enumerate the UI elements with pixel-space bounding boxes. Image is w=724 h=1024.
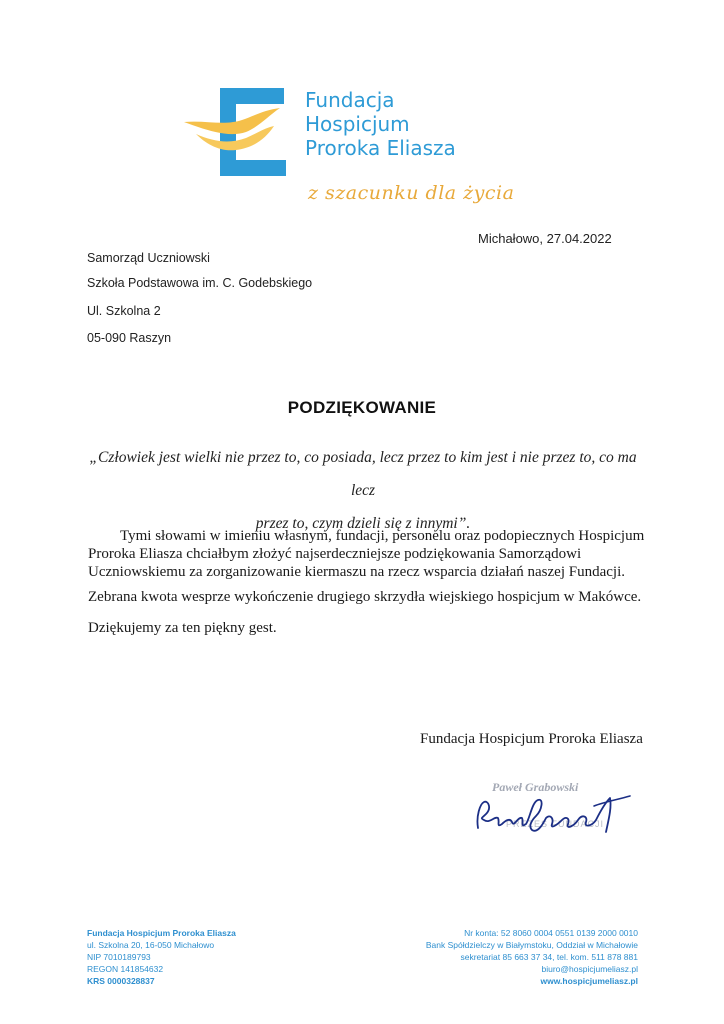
body-paragraph-1: Tymi słowami w imieniu własnym, fundacji, personelu oraz podopiecznych Hospicjum Proroka Eliasza chciałbym złożyć najserdeczniejsze podziękowania Samorządowi Uczniowskiemu za zorganizowanie kiermaszu na rzecz wsparcia działań naszej Fundacji. [88,528,645,580]
footer-nip: NIP 7010189793 [87,952,151,962]
footer-phone: sekretariat 85 663 37 34, tel. kom. 511 878 881 [460,952,638,962]
footer-website-link[interactable]: www.hospicjumeliasz.pl [540,976,638,986]
handwritten-signature [470,788,640,844]
recipient-line: Szkoła Podstawowa im. C. Godebskiego [87,276,313,290]
quote-line: „Człowiek jest wielki nie przez to, co posiada, lecz przez to kim jest i nie przez to, co ma lecz [89,449,637,499]
recipient-line: Samorząd Uczniowski [87,251,210,265]
footer-krs: KRS 0000328837 [87,976,155,986]
logo-line-3: Proroka Eliasza [305,136,456,160]
foundation-logo-mark [184,86,296,178]
letter-quote [80,441,646,540]
signature-stamp-name: Paweł Grabowski [492,780,579,794]
logo-e-top [220,88,284,104]
logo-e-bottom [220,160,286,176]
quote-line: przez to, czym dzieli się z innymi”. [255,515,471,532]
letter-title: PODZIĘKOWANIE [287,398,437,417]
footer-foundation-name: Fundacja Hospicjum Proroka Eliasza [87,928,236,938]
footer-right [426,927,638,987]
logo-line-1: Fundacja [305,88,395,112]
letter-date: Michałowo, 27.04.2022 [478,231,612,246]
footer-regon: REGON 141854632 [87,964,164,974]
signoff: Fundacja Hospicjum Proroka Eliasza [420,731,643,747]
footer-address: ul. Szkolna 20, 16-050 Michałowo [87,940,215,950]
footer-bank: Bank Spółdzielczy w Białymstoku, Oddział w Michałowie [425,940,638,950]
logo-line-2: Hospicjum [305,112,410,136]
footer-account: Nr konta: 52 8060 0004 0551 0139 2000 0010 [464,928,638,938]
logo-wordmark [305,88,525,160]
footer-left [87,927,236,987]
body-paragraph-2: Zebrana kwota wesprze wykończenie drugiego skrzydła wiejskiego hospicjum w Makówce. [88,589,642,605]
footer-email-link[interactable]: biuro@hospicjumeliasz.pl [541,964,638,974]
recipient-line: 05-090 Raszyn [87,331,172,345]
body-paragraph-3: Dziękujemy za ten piękny gest. [88,620,277,636]
signature-stamp-role: PREZES FUNDACJI [506,819,605,829]
recipient-line: Ul. Szkolna 2 [87,304,161,318]
logo-tagline: z szacunku dla życia [308,182,515,204]
